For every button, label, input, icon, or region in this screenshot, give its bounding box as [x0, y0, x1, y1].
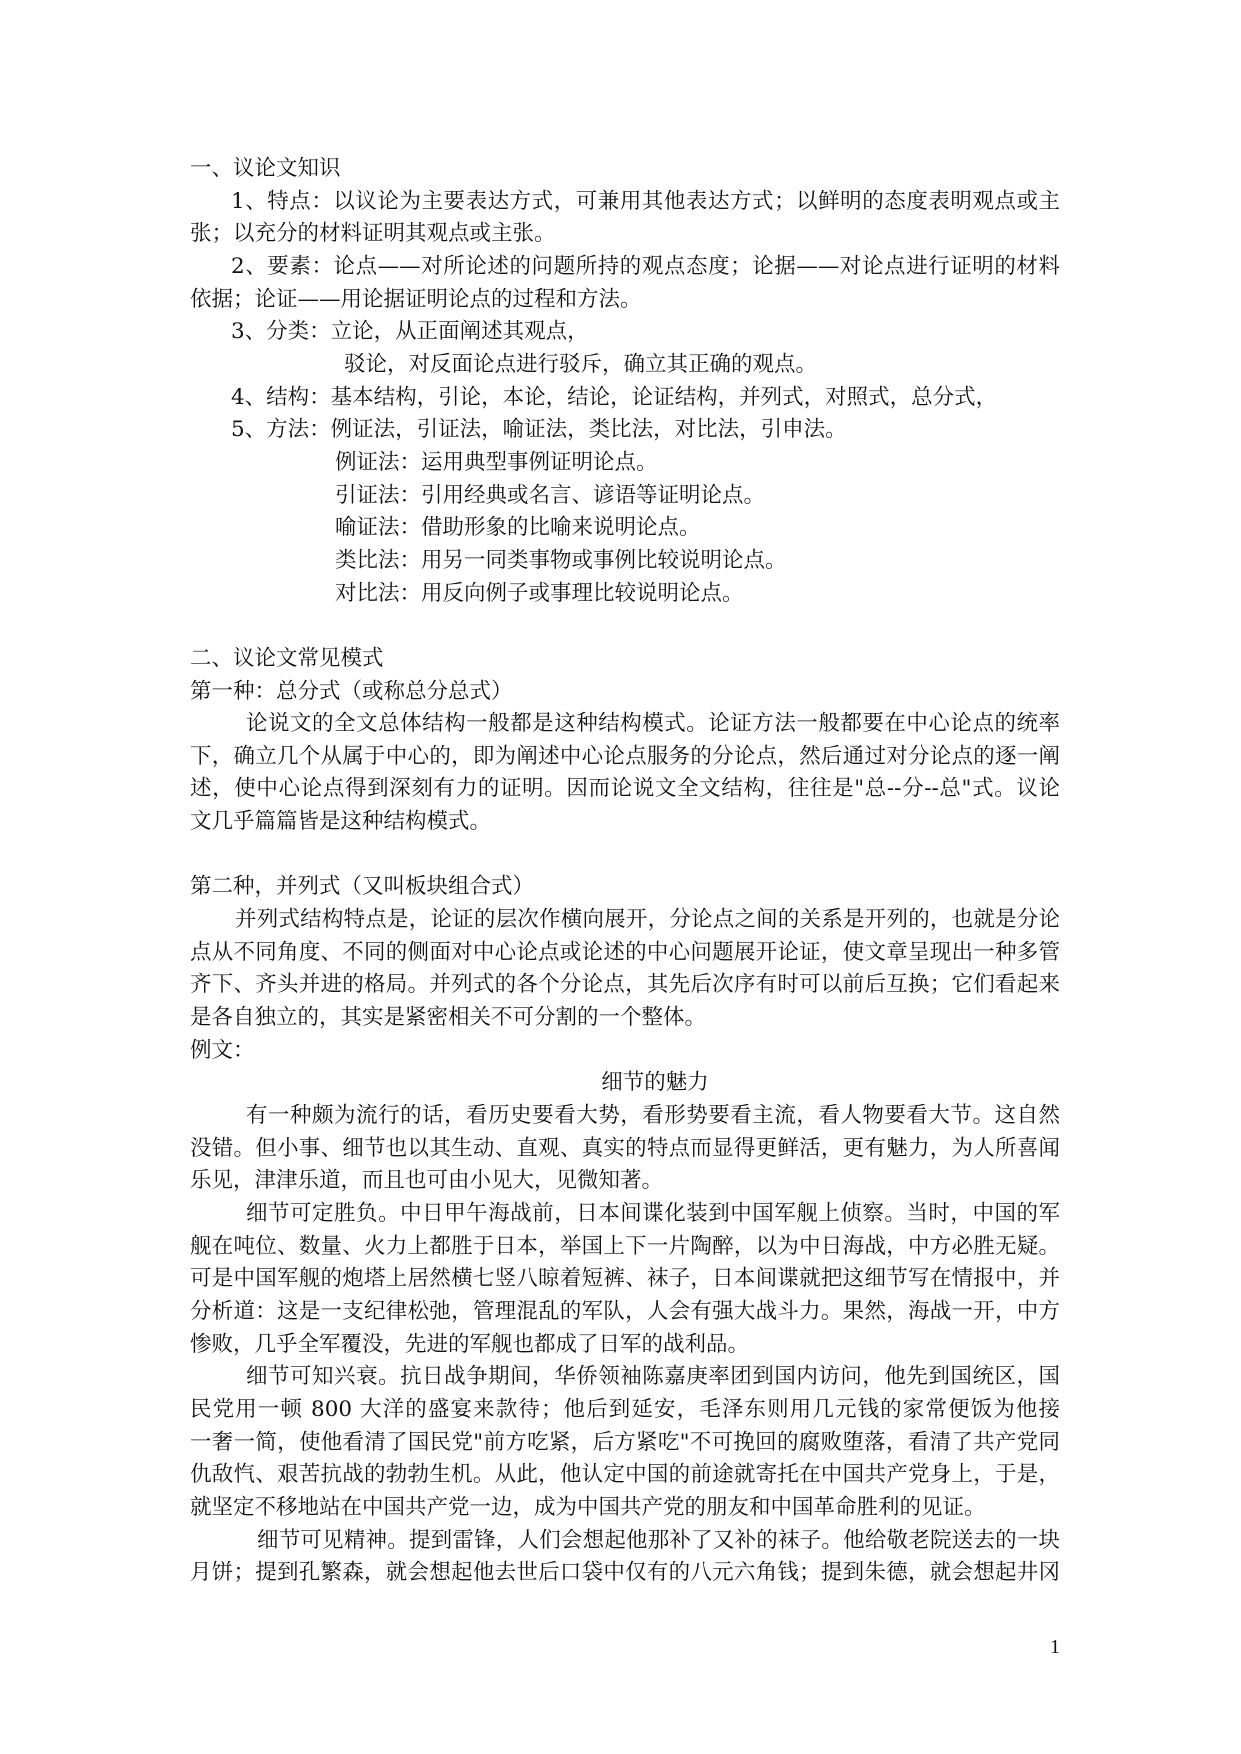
text-line: 舰在吨位、数量、火力上都胜于日本，举国上下一片陶醉，以为中日海战，中方必胜无疑。: [190, 1233, 1060, 1259]
text-line: 是各自独立的，其实是紧密相关不可分割的一个整体。: [190, 1005, 707, 1031]
spacer: [190, 610, 1060, 643]
text-line: 述，使中心论点得到深刻有力的证明。因而论说文全文结构，往往是"总--分--总"式。议论: [190, 776, 1060, 802]
subheading: 第一种：总分式（或称总分总式）: [190, 678, 513, 704]
essay-title: 细节的魅力: [601, 1070, 709, 1096]
text-line: 分析道：这是一支纪律松弛，管理混乱的军队，人会有强大战斗力。果然，海战一开，中方: [190, 1298, 1060, 1324]
text-line: 就坚定不移地站在中国共产党一边，成为中国共产党的朋友和中国革命胜利的见证。: [190, 1494, 986, 1520]
document-page: [190, 153, 1060, 1590]
text-line: 一奢一简，使他看清了国民党"前方吃紧，后方紧吃"不可挽回的腐败堕落，看清了共产党同: [190, 1429, 1060, 1455]
text-line: 点从不同角度、不同的侧面对中心论点或论述的中心问题展开论证，使文章呈现出一种多管: [190, 939, 1060, 965]
text-line: 并列式结构特点是，论证的层次作横向展开，分论点之间的关系是开列的，也就是分论: [235, 907, 1060, 933]
method-line: 对比法：用反向例子或事理比较说明论点。: [335, 580, 744, 606]
text-line: 5、方法：例证法，引证法，喻证法，类比法，对比法，引申法。: [231, 417, 847, 443]
text-line: 可是中国军舰的炮塔上居然横七竖八晾着短裤、袜子，日本间谍就把这细节写在情报中，并: [190, 1266, 1060, 1292]
method-line: 喻证法：借助形象的比喻来说明论点。: [335, 515, 701, 541]
text-line: 齐下、齐头并进的格局。并列式的各个分论点，其先后次序有时可以前后互换；它们看起来: [190, 972, 1060, 998]
section-heading: 一、议论文知识: [190, 156, 341, 181]
text-line: 论说文的全文总体结构一般都是这种结构模式。论证方法一般都要在中心论点的统率: [246, 711, 1060, 737]
text-line: 张；以充分的材料证明其观点或主张。: [190, 221, 556, 247]
text-line: 细节可见精神。提到雷锋，人们会想起他那补了又补的袜子。他给敬老院送去的一块: [257, 1527, 1060, 1553]
text-line: 月饼；提到孔繁森，就会想起他去世后口袋中仅有的八元六角钱；提到朱德，就会想起井冈: [190, 1560, 1060, 1586]
text-line: 驳论，对反面论点进行驳斥，确立其正确的观点。: [344, 351, 818, 377]
text-line: 仇敌忾、艰苦抗战的勃勃生机。从此，他认定中国的前途就寄托在中国共产党身上，于是，: [190, 1462, 1060, 1488]
subheading: 第二种，并列式（又叫板块组合式）: [190, 874, 535, 900]
text-line: 民党用一顿 800 大洋的盛宴来款待；他后到延安，毛泽东则用几元钱的家常便饭为他接: [190, 1396, 1060, 1422]
text-line: 1、特点：以议论为主要表达方式，可兼用其他表达方式；以鲜明的态度表明观点或主: [231, 188, 1060, 214]
text-line: 没错。但小事、细节也以其生动、直观、真实的特点而显得更鲜活，更有魅力，为人所喜闻: [190, 1135, 1060, 1161]
text-line: 文几乎篇篇皆是这种结构模式。: [190, 809, 492, 835]
section-heading: 二、议论文常见模式: [190, 645, 384, 671]
spacer: [190, 839, 1060, 872]
text-line: 2、要素：论点——对所论述的问题所持的观点态度；论据——对论点进行证明的材料: [231, 253, 1060, 279]
text-line: 有一种颇为流行的话，看历史要看大势，看形势要看主流，看人物要看大节。这自然: [246, 1103, 1060, 1129]
example-label: 例文：: [190, 1037, 255, 1063]
text-line: 惨败，几乎全军覆没，先进的军舰也都成了日军的战利品。: [190, 1331, 750, 1357]
text-line: 依据；论证——用论据证明论点的过程和方法。: [190, 286, 642, 312]
text-line: 细节可知兴衰。抗日战争期间，华侨领袖陈嘉庚率团到国内访问，他先到国统区，国: [246, 1364, 1060, 1390]
text-line: 下，确立几个从属于中心的，即为阐述中心论点服务的分论点，然后通过对分论点的逐一阐: [190, 743, 1060, 769]
method-line: 类比法：用另一同类事物或事例比较说明论点。: [335, 547, 787, 573]
page-number: 1: [1050, 1636, 1060, 1658]
text-line: 3、分类：立论，从正面阐述其观点，: [231, 319, 589, 345]
method-line: 引证法：引用经典或名言、谚语等证明论点。: [335, 482, 766, 508]
text-line: 4、结构：基本结构，引论，本论，结论，论证结构，并列式，对照式，总分式，: [231, 384, 998, 410]
text-line: 细节可定胜负。中日甲午海战前，日本间谍化装到中国军舰上侦察。当时，中国的军: [246, 1201, 1060, 1226]
text-line: 乐见，津津乐道，而且也可由小见大，见微知著。: [190, 1168, 664, 1194]
method-line: 例证法：运用典型事例证明论点。: [335, 449, 658, 475]
